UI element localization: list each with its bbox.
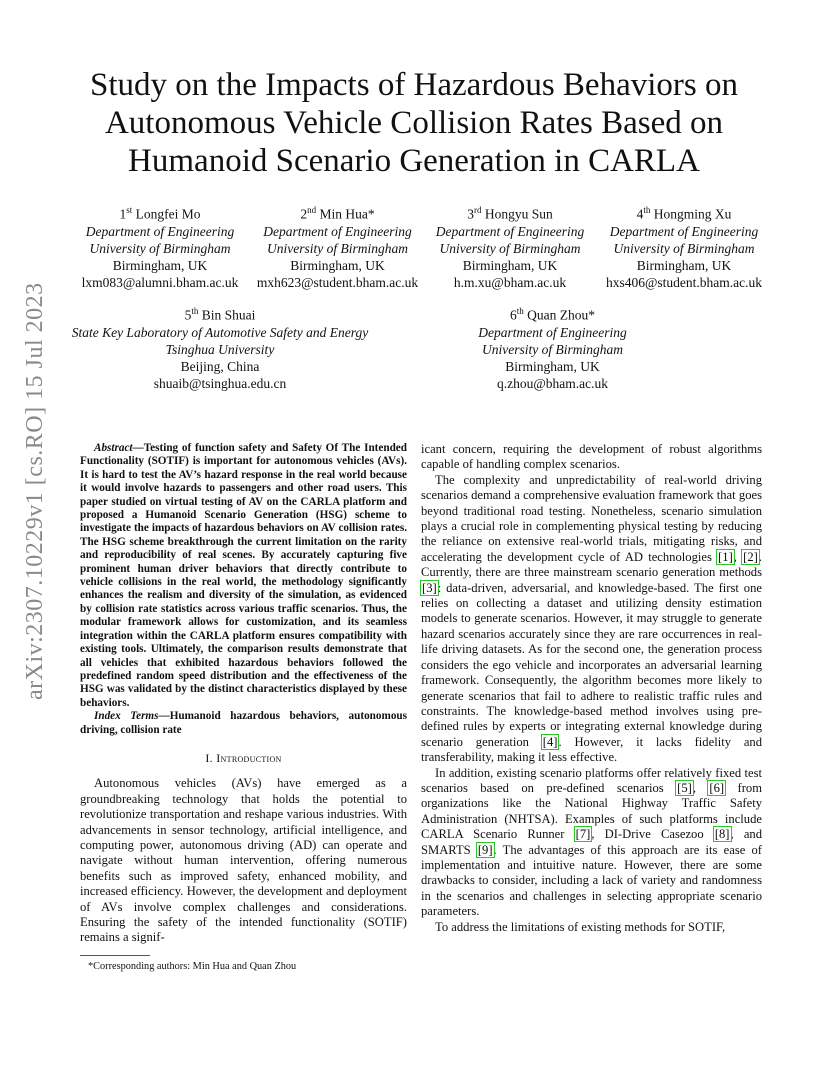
citation-link[interactable]: [1] bbox=[718, 549, 733, 564]
section-heading: I. Introduction bbox=[205, 750, 282, 765]
body-paragraph: The complexity and unpredictability of real-world driving scenarios demand a comprehensive evaluation framework that goes beyond traditional road testing. Nonetheless, scenario simulation plays a crucial role in complementing physical testing by reducing the reliance on extensive real-world trials, mitigating risks, and accelerating the development cycle of AD technologies [1], [2]. Currently, there are three mainstream scenario generation methods [3]: data-driven, adversarial, and knowledge-based. The first one relies on collecting a dataset and utilizing density estimation models to generate scenarios. However, it may struggle to generate hazard scenarios accurately since they are rare occurrences in real-life driving datasets. As for the second one, the generation process considers the ego vehicle and incorporates an adversarial learning framework. Consequently, the algorithm becomes more likely to generate scenarios that fail to adhere to realistic traffic rules and constraints. The knowledge-based method involves using pre-defined rules by experts or integrating external knowledge during scenario generation [4]. However, it lacks fidelity and transferability, making it less effective. bbox=[421, 472, 763, 765]
author-email: lxm083@alumni.bham.ac.uk bbox=[81, 274, 239, 290]
citation-link[interactable]: [5] bbox=[677, 780, 692, 795]
footnote-rule bbox=[80, 955, 150, 956]
right-column bbox=[421, 442, 762, 935]
paper-title: Study on the Impacts of Hazardous Behaviors on Autonomous Vehicle Collision Rates Based on Humanoid Scenario Generation in CARLA bbox=[90, 67, 738, 179]
author-location: Birmingham, UK bbox=[462, 257, 558, 273]
author-email: mxh623@student.bham.ac.uk bbox=[256, 274, 419, 290]
author-department: Department of Engineering bbox=[263, 223, 412, 239]
author-name: 5th Bin Shuai bbox=[184, 306, 256, 323]
author-location: Beijing, China bbox=[180, 358, 260, 374]
author-block bbox=[250, 202, 425, 291]
abstract bbox=[80, 442, 407, 710]
author-email: h.m.xu@bham.ac.uk bbox=[453, 274, 567, 290]
author-location: Birmingham, UK bbox=[290, 257, 385, 273]
author-name: 2nd Min Hua* bbox=[300, 205, 375, 222]
abstract-text: —Testing of function safety and Safety Of The Intended Functionality (SOTIF) is important for autonomous vehicles (AVs). It is hard to test the AV’s hazard response in the real world because it would involve hazards to passengers and other road users. This paper studied on virtual testing of AV on the CARLA platform and proposed a Humanoid Scenario Generation (HSG) scheme to investigate the impacts of hazardous behaviors on AV collision rates. The HSG scheme breakthrough the current limitation on the rarity and reproducibility of real scenes. By accurately capturing five prominent human driver behaviors that directly contribute to vehicle collisions in the real world, the methodology significantly enhances the realism and diversity of the simulation, as evidenced by collision rate statistics across various traffic scenarios. Thus, the modular framework allows for customization, and its seamless integration within the CARLA platform ensures compatibility with existing tools. Ultimately, the comparison results demonstrate that all vehicles that exhibited hazardous behaviors followed the predefined random speed distribution and the effectiveness of the HSG was validated by the distinct characteristics displayed by these behaviors. bbox=[80, 442, 407, 709]
author-name: 6th Quan Zhou* bbox=[509, 306, 595, 323]
abstract-label: Abstract bbox=[94, 442, 133, 454]
author-department: Department of Engineering bbox=[478, 324, 627, 340]
author-location: Birmingham, UK bbox=[505, 358, 600, 374]
citation-link[interactable]: [3] bbox=[422, 580, 437, 595]
citation-link[interactable]: [9] bbox=[477, 842, 493, 857]
index-terms-text: —Humanoid hazardous behaviors, autonomous driving, collision rate bbox=[80, 710, 407, 736]
author-university: University of Birmingham bbox=[613, 240, 755, 256]
author-email: shuaib@tsinghua.edu.cn bbox=[153, 375, 287, 391]
author-email: q.zhou@bham.ac.uk bbox=[496, 375, 609, 391]
author-department: Department of Engineering bbox=[85, 223, 235, 239]
body-paragraph: In addition, existing scenario platforms offer relatively fixed test scenarios based on pre-defined scenarios [5], [6] from organizations like the National Highway Traffic Safety Administration (NHTSA). Examples of such platforms include CARLA Scenario Runner [7], DI-Drive Casezoo [8], and SMARTS [9]. The advantages of this approach are its ease of implementation and intuitive nature. However, there are some drawbacks to consider, including a lack of variety and randomness in the scenarios and challenges in selecting appropriate scenario parameters. bbox=[421, 765, 763, 919]
citation-link[interactable]: [4] bbox=[542, 734, 558, 749]
author-block bbox=[600, 202, 768, 291]
author-block bbox=[460, 303, 645, 392]
author-department: State Key Laboratory of Automotive Safety and Energy bbox=[71, 324, 369, 340]
citation-link[interactable]: [7] bbox=[575, 827, 591, 842]
citation-link[interactable]: [8] bbox=[714, 827, 730, 842]
author-email: hxs406@student.bham.ac.uk bbox=[605, 274, 763, 290]
left-column bbox=[80, 442, 407, 946]
author-block bbox=[80, 202, 240, 291]
author-name: 3rd Hongyu Sun bbox=[467, 205, 553, 222]
author-name: 4th Hongming Xu bbox=[636, 205, 732, 222]
author-location: Birmingham, UK bbox=[636, 257, 732, 273]
citation-link[interactable]: [6] bbox=[709, 780, 725, 795]
author-university: University of Birmingham bbox=[267, 240, 408, 256]
body-paragraph: To address the limitations of existing methods for SOTIF, bbox=[435, 919, 726, 934]
author-university: University of Birmingham bbox=[482, 341, 623, 357]
paragraph-continuation: icant concern, requiring the development of robust algorithms capable of handling complex scenarios. bbox=[421, 442, 762, 472]
citation-link[interactable]: [2] bbox=[743, 549, 758, 564]
footnote: *Corresponding authors: Min Hua and Quan Zhou bbox=[88, 961, 297, 972]
author-university: Tsinghua University bbox=[165, 341, 275, 357]
author-university: University of Birmingham bbox=[89, 240, 231, 256]
author-location: Birmingham, UK bbox=[112, 257, 208, 273]
index-terms-label: Index Terms bbox=[94, 710, 159, 723]
author-block bbox=[60, 303, 380, 392]
author-university: University of Birmingham bbox=[439, 240, 581, 256]
arxiv-identifier: arXiv:2307.10229v1 [cs.RO] 15 Jul 2023 bbox=[22, 282, 48, 700]
author-name: 1st Longfei Mo bbox=[119, 205, 201, 222]
index-terms bbox=[80, 710, 407, 737]
author-block bbox=[430, 202, 590, 291]
intro-paragraph: Autonomous vehicles (AVs) have emerged as a groundbreaking technology that holds the potential to revolutionize transportation and reshape various industries. With advancements in sensor technology, artificial intelligence, and computing power, autonomous driving (AD) can operate and navigate without human intervention, offering numerous benefits such as improved safety, enhanced mobility, and increased efficiency. However, the development and deployment of AVs involve complex challenges and considerations. Ensuring the safety of the intended functionality (SOTIF) remains a signif- bbox=[80, 776, 407, 945]
author-department: Department of Engineering bbox=[609, 223, 759, 239]
author-department: Department of Engineering bbox=[435, 223, 585, 239]
